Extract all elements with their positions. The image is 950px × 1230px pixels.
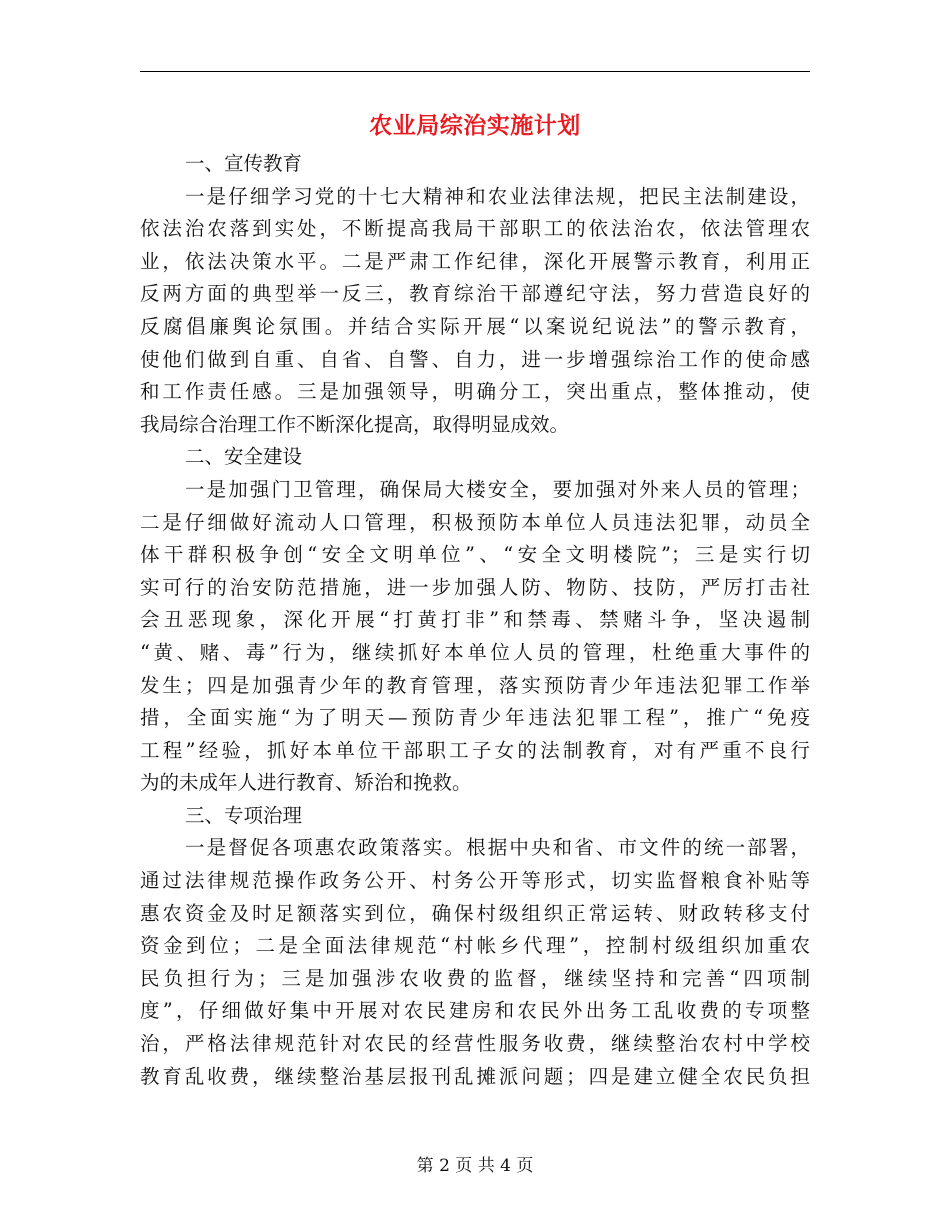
paragraph-line: 发生；四是加强青少年的教育管理，落实预防青少年违法犯罪工作举	[140, 673, 810, 697]
paragraph-line: 一是督促各项惠农政策落实。根据中央和省、市文件的统一部署，	[185, 836, 810, 860]
paragraph-line: 治，严格法律规范针对农民的经营性服务收费，继续整治农村中学校	[140, 1032, 810, 1056]
paragraph-line: 依法治农落到实处，不断提高我局干部职工的依法治农，依法管理农	[140, 217, 810, 241]
paragraph-line: 反两方面的典型举一反三，教育综治干部遵纪守法，努力营造良好的	[140, 282, 810, 306]
paragraph-line: 实可行的治安防范措施，进一步加强人防、物防、技防，严厉打击社	[140, 575, 810, 599]
section-heading: 三、专项治理	[185, 803, 303, 827]
paragraph-line: 二是仔细做好流动人口管理，积极预防本单位人员违法犯罪，动员全	[140, 510, 810, 534]
section-heading: 二、安全建设	[185, 445, 303, 469]
section-heading: 一、宣传教育	[185, 152, 303, 175]
paragraph-line: 反腐倡廉舆论氛围。并结合实际开展“以案说纪说法”的警示教育，	[140, 314, 810, 338]
paragraph-line: 民负担行为；三是加强涉农收费的监督，继续坚持和完善“四项制	[140, 966, 810, 990]
paragraph-line: 资金到位；二是全面法律规范“村帐乡代理”，控制村级组织加重农	[140, 934, 810, 958]
paragraph-line: 措，全面实施“为了明天—预防青少年违法犯罪工程”，推广“免疫	[140, 706, 810, 730]
paragraph-line: 我局综合治理工作不断深化提高，取得明显成效。	[140, 412, 570, 436]
document-title: 农业局综治实施计划	[369, 112, 581, 139]
paragraph-line: 惠农资金及时足额落实到位，确保村级组织正常运转、财政转移支付	[140, 901, 810, 925]
paragraph-line: 使他们做到自重、自省、自警、自力，进一步增强综治工作的使命感	[140, 347, 810, 371]
page-number-footer: 第 2 页 共 4 页	[416, 1156, 534, 1176]
paragraph-line: 一是仔细学习党的十七大精神和农业法律法规，把民主法制建设，	[185, 184, 810, 208]
paragraph-line: 工程”经验，抓好本单位干部职工子女的法制教育，对有严重不良行	[140, 738, 810, 762]
paragraph-line: 度”，仔细做好集中开展对农民建房和农民外出务工乱收费的专项整	[140, 999, 810, 1023]
paragraph-line: 会丑恶现象，深化开展“打黄打非”和禁毒、禁赌斗争，坚决遏制	[140, 608, 810, 632]
paragraph-line: 教育乱收费，继续整治基层报刊乱摊派问题；四是建立健全农民负担	[140, 1064, 810, 1088]
header-rule	[140, 71, 810, 72]
paragraph-line: “黄、赌、毒”行为，继续抓好本单位人员的管理，杜绝重大事件的	[140, 640, 810, 664]
document-body	[140, 148, 810, 1093]
paragraph-line: 一是加强门卫管理，确保局大楼安全，要加强对外来人员的管理；	[185, 477, 810, 501]
paragraph-line: 通过法律规范操作政务公开、村务公开等形式，切实监督粮食补贴等	[140, 869, 810, 893]
paragraph-line: 业，依法决策水平。二是严肃工作纪律，深化开展警示教育，利用正	[140, 249, 810, 273]
paragraph-line: 体干群积极争创“安全文明单位”、“安全文明楼院”；三是实行切	[140, 543, 810, 567]
paragraph-line: 为的未成年人进行教育、矫治和挽救。	[140, 771, 472, 795]
paragraph-line: 和工作责任感。三是加强领导，明确分工，突出重点，整体推动，使	[140, 380, 810, 404]
